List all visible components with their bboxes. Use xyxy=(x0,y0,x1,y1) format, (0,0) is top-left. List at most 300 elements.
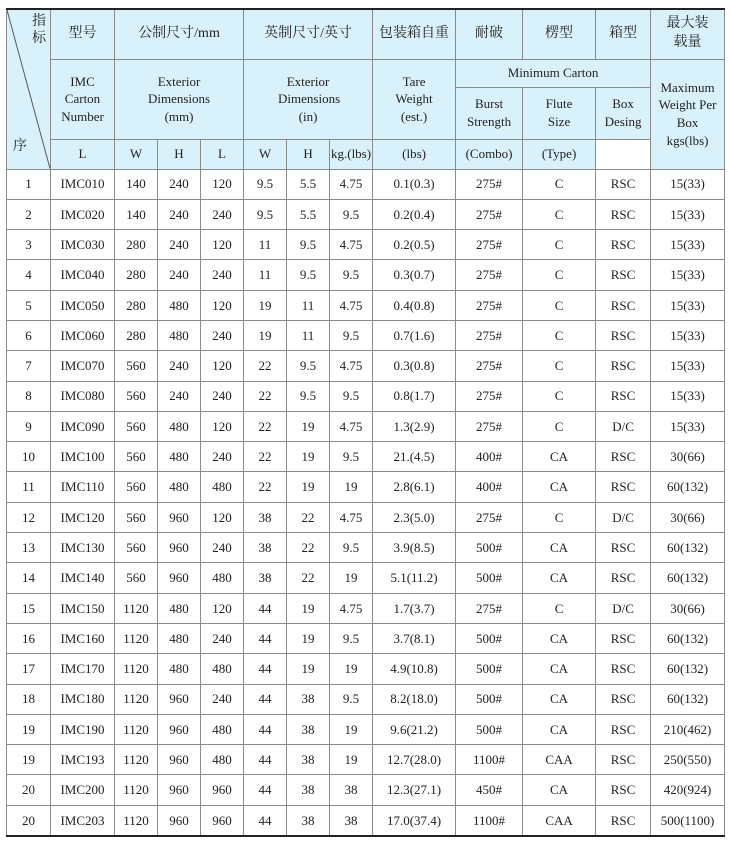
burst-strength-cell: 1100# xyxy=(456,745,523,775)
imperial-w-cell: 38 xyxy=(287,775,330,805)
metric-l-cell: 560 xyxy=(115,533,158,563)
tare-weight-cell: 17.0(37.4) xyxy=(373,805,456,836)
tare-weight-cell: 4.9(10.8) xyxy=(373,654,456,684)
imperial-w-cell: 19 xyxy=(287,442,330,472)
imperial-l-cell: 44 xyxy=(244,654,287,684)
tare-weight-cell: 5.1(11.2) xyxy=(373,563,456,593)
metric-w-cell: 480 xyxy=(158,320,201,350)
metric-l-cell: 280 xyxy=(115,320,158,350)
model-cell: IMC130 xyxy=(51,533,115,563)
imperial-w-cell: 38 xyxy=(287,714,330,744)
imperial-w-cell: 38 xyxy=(287,684,330,714)
imperial-l-cell: 22 xyxy=(244,472,287,502)
max-weight-cell: 15(33) xyxy=(651,351,725,381)
imperial-h-cell: 19 xyxy=(330,563,373,593)
burst-unit-header: (lbs) xyxy=(373,139,456,169)
table-body xyxy=(7,169,725,836)
imperial-h-cell: 9.5 xyxy=(330,320,373,350)
imperial-w-header: W xyxy=(244,139,287,169)
metric-h-cell: 240 xyxy=(201,684,244,714)
metric-l-cell: 1120 xyxy=(115,684,158,714)
metric-w-cell: 960 xyxy=(158,775,201,805)
tare-weight-cell: 0.7(1.6) xyxy=(373,320,456,350)
metric-l-cell: 1120 xyxy=(115,623,158,653)
metric-l-cell: 560 xyxy=(115,411,158,441)
seq-cell: 9 xyxy=(7,411,51,441)
model-header-en: IMC Carton Number xyxy=(51,59,115,139)
metric-h-cell: 120 xyxy=(201,169,244,199)
max-weight-cell: 60(132) xyxy=(651,654,725,684)
imperial-h-cell: 19 xyxy=(330,472,373,502)
tare-weight-cell: 2.8(6.1) xyxy=(373,472,456,502)
tare-weight-cell: 0.2(0.5) xyxy=(373,230,456,260)
box-design-cell: RSC xyxy=(596,684,651,714)
flute-size-cell: C xyxy=(523,502,596,532)
imperial-header-cn: 英制尺寸/英寸 xyxy=(244,9,373,59)
metric-h-cell: 960 xyxy=(201,805,244,836)
table-row xyxy=(7,381,725,411)
metric-h-cell: 480 xyxy=(201,654,244,684)
imperial-h-cell: 4.75 xyxy=(330,351,373,381)
metric-l-cell: 280 xyxy=(115,230,158,260)
model-cell: IMC190 xyxy=(51,714,115,744)
metric-h-cell: 480 xyxy=(201,472,244,502)
tare-unit-header: kg.(lbs) xyxy=(330,139,373,169)
metric-w-cell: 960 xyxy=(158,502,201,532)
metric-header-en: Exterior Dimensions (mm) xyxy=(115,59,244,139)
box-header-cn: 箱型 xyxy=(596,9,651,59)
imperial-l-cell: 44 xyxy=(244,593,287,623)
imperial-w-cell: 38 xyxy=(287,805,330,836)
imperial-l-cell: 11 xyxy=(244,230,287,260)
max-weight-cell: 60(132) xyxy=(651,563,725,593)
imperial-h-cell: 9.5 xyxy=(330,684,373,714)
imperial-h-header: H xyxy=(287,139,330,169)
metric-h-cell: 120 xyxy=(201,351,244,381)
table-row xyxy=(7,714,725,744)
metric-l-cell: 280 xyxy=(115,290,158,320)
tare-weight-cell: 0.1(0.3) xyxy=(373,169,456,199)
metric-h-cell: 240 xyxy=(201,260,244,290)
metric-l-cell: 1120 xyxy=(115,805,158,836)
table-row xyxy=(7,623,725,653)
imperial-l-cell: 22 xyxy=(244,351,287,381)
imperial-w-cell: 19 xyxy=(287,623,330,653)
imperial-h-cell: 9.5 xyxy=(330,533,373,563)
imperial-w-cell: 22 xyxy=(287,533,330,563)
burst-strength-cell: 500# xyxy=(456,714,523,744)
seq-cell: 12 xyxy=(7,502,51,532)
metric-h-cell: 480 xyxy=(201,563,244,593)
imperial-l-cell: 38 xyxy=(244,563,287,593)
imperial-l-cell: 44 xyxy=(244,714,287,744)
max-weight-cell: 15(33) xyxy=(651,381,725,411)
flute-size-cell: CAA xyxy=(523,745,596,775)
tare-weight-cell: 8.2(18.0) xyxy=(373,684,456,714)
seq-cell: 20 xyxy=(7,805,51,836)
metric-w-cell: 480 xyxy=(158,442,201,472)
header-row-en-1 xyxy=(7,59,725,87)
imperial-h-cell: 19 xyxy=(330,745,373,775)
seq-cell: 15 xyxy=(7,593,51,623)
metric-h-cell: 240 xyxy=(201,533,244,563)
box-design-cell: RSC xyxy=(596,714,651,744)
metric-h-cell: 240 xyxy=(201,442,244,472)
box-design-cell: RSC xyxy=(596,169,651,199)
imperial-header-en: Exterior Dimensions (in) xyxy=(244,59,373,139)
table-row xyxy=(7,502,725,532)
imperial-l-cell: 19 xyxy=(244,290,287,320)
imperial-l-cell: 11 xyxy=(244,260,287,290)
metric-w-cell: 240 xyxy=(158,199,201,229)
imperial-w-cell: 11 xyxy=(287,320,330,350)
metric-h-cell: 240 xyxy=(201,623,244,653)
metric-h-cell: 120 xyxy=(201,230,244,260)
box-design-cell: D/C xyxy=(596,593,651,623)
max-weight-cell: 60(132) xyxy=(651,472,725,502)
flute-size-cell: C xyxy=(523,411,596,441)
metric-w-cell: 960 xyxy=(158,684,201,714)
metric-l-cell: 560 xyxy=(115,442,158,472)
burst-strength-cell: 275# xyxy=(456,199,523,229)
box-design-cell: RSC xyxy=(596,472,651,502)
tare-weight-cell: 1.3(2.9) xyxy=(373,411,456,441)
metric-h-cell: 240 xyxy=(201,320,244,350)
table-row xyxy=(7,684,725,714)
metric-l-cell: 1120 xyxy=(115,775,158,805)
metric-w-cell: 960 xyxy=(158,805,201,836)
max-weight-cell: 15(33) xyxy=(651,290,725,320)
flute-size-cell: CAA xyxy=(523,805,596,836)
flute-header-en: Flute Size xyxy=(523,87,596,139)
imperial-l-cell: 44 xyxy=(244,623,287,653)
metric-h-header: H xyxy=(158,139,201,169)
metric-w-cell: 960 xyxy=(158,563,201,593)
max-weight-cell: 15(33) xyxy=(651,411,725,441)
metric-l-cell: 560 xyxy=(115,472,158,502)
metric-w-cell: 480 xyxy=(158,472,201,502)
flute-size-cell: CA xyxy=(523,684,596,714)
box-design-cell: RSC xyxy=(596,775,651,805)
max-weight-cell: 30(66) xyxy=(651,593,725,623)
burst-strength-cell: 500# xyxy=(456,684,523,714)
seq-cell: 19 xyxy=(7,745,51,775)
burst-strength-cell: 275# xyxy=(456,169,523,199)
flute-size-cell: CA xyxy=(523,714,596,744)
imperial-l-cell: 9.5 xyxy=(244,169,287,199)
imperial-h-cell: 4.75 xyxy=(330,593,373,623)
max-weight-cell: 250(550) xyxy=(651,745,725,775)
flute-size-cell: C xyxy=(523,320,596,350)
seq-cell: 2 xyxy=(7,199,51,229)
flute-unit-header: (Combo) xyxy=(456,139,523,169)
imperial-l-cell: 22 xyxy=(244,381,287,411)
max-weight-cell: 30(66) xyxy=(651,442,725,472)
metric-w-header: W xyxy=(115,139,158,169)
seq-cell: 10 xyxy=(7,442,51,472)
box-header-en: Box Desing xyxy=(596,87,651,139)
seq-cell: 16 xyxy=(7,623,51,653)
imperial-l-cell: 19 xyxy=(244,320,287,350)
flute-size-cell: CA xyxy=(523,563,596,593)
seq-cell: 11 xyxy=(7,472,51,502)
model-cell: IMC160 xyxy=(51,623,115,653)
imperial-h-cell: 4.75 xyxy=(330,502,373,532)
box-design-cell: RSC xyxy=(596,260,651,290)
model-cell: IMC180 xyxy=(51,684,115,714)
metric-l-cell: 140 xyxy=(115,199,158,229)
imperial-w-cell: 9.5 xyxy=(287,351,330,381)
table-row xyxy=(7,411,725,441)
metric-header-cn: 公制尺寸/mm xyxy=(115,9,244,59)
min-carton-header: Minimum Carton xyxy=(456,59,651,87)
corner-bottom-label: 序 xyxy=(13,138,27,154)
imperial-l-cell: 44 xyxy=(244,775,287,805)
seq-cell: 3 xyxy=(7,230,51,260)
imperial-h-cell: 19 xyxy=(330,714,373,744)
imperial-w-cell: 19 xyxy=(287,654,330,684)
imperial-l-cell: 38 xyxy=(244,533,287,563)
metric-w-cell: 480 xyxy=(158,290,201,320)
seq-cell: 18 xyxy=(7,684,51,714)
metric-l-cell: 560 xyxy=(115,381,158,411)
seq-cell: 19 xyxy=(7,714,51,744)
flute-size-cell: C xyxy=(523,260,596,290)
burst-strength-cell: 400# xyxy=(456,472,523,502)
table-row xyxy=(7,442,725,472)
model-cell: IMC010 xyxy=(51,169,115,199)
metric-w-cell: 960 xyxy=(158,714,201,744)
imperial-w-cell: 19 xyxy=(287,411,330,441)
imperial-w-cell: 9.5 xyxy=(287,230,330,260)
imperial-l-header: L xyxy=(201,139,244,169)
imperial-l-cell: 44 xyxy=(244,805,287,836)
model-cell: IMC090 xyxy=(51,411,115,441)
model-cell: IMC140 xyxy=(51,563,115,593)
model-cell: IMC030 xyxy=(51,230,115,260)
max-weight-cell: 15(33) xyxy=(651,230,725,260)
burst-strength-cell: 500# xyxy=(456,623,523,653)
imperial-h-cell: 4.75 xyxy=(330,290,373,320)
max-weight-cell: 60(132) xyxy=(651,684,725,714)
table-row xyxy=(7,805,725,836)
metric-h-cell: 120 xyxy=(201,593,244,623)
box-design-cell: RSC xyxy=(596,230,651,260)
box-design-cell: RSC xyxy=(596,805,651,836)
table-row xyxy=(7,533,725,563)
tare-weight-cell: 12.3(27.1) xyxy=(373,775,456,805)
imperial-l-cell: 22 xyxy=(244,411,287,441)
seq-cell: 7 xyxy=(7,351,51,381)
tare-weight-cell: 1.7(3.7) xyxy=(373,593,456,623)
tare-weight-cell: 3.7(8.1) xyxy=(373,623,456,653)
max-weight-cell: 30(66) xyxy=(651,502,725,532)
seq-cell: 14 xyxy=(7,563,51,593)
flute-size-cell: C xyxy=(523,230,596,260)
metric-w-cell: 240 xyxy=(158,169,201,199)
burst-strength-cell: 1100# xyxy=(456,805,523,836)
flute-size-cell: CA xyxy=(523,654,596,684)
burst-strength-cell: 450# xyxy=(456,775,523,805)
max-weight-cell: 500(1100) xyxy=(651,805,725,836)
table-row xyxy=(7,199,725,229)
metric-l-cell: 560 xyxy=(115,351,158,381)
imperial-h-cell: 38 xyxy=(330,775,373,805)
tare-weight-cell: 0.4(0.8) xyxy=(373,290,456,320)
tare-weight-cell: 0.8(1.7) xyxy=(373,381,456,411)
model-cell: IMC080 xyxy=(51,381,115,411)
imperial-w-cell: 9.5 xyxy=(287,260,330,290)
table-row xyxy=(7,169,725,199)
metric-l-cell: 560 xyxy=(115,563,158,593)
table-row xyxy=(7,775,725,805)
model-cell: IMC150 xyxy=(51,593,115,623)
max-weight-cell: 210(462) xyxy=(651,714,725,744)
imperial-h-cell: 9.5 xyxy=(330,442,373,472)
flute-size-cell: C xyxy=(523,169,596,199)
flute-size-cell: CA xyxy=(523,775,596,805)
model-cell: IMC193 xyxy=(51,745,115,775)
burst-strength-cell: 275# xyxy=(456,411,523,441)
imperial-w-cell: 38 xyxy=(287,745,330,775)
maxw-header-cn: 最大装载量 xyxy=(651,9,725,59)
burst-strength-cell: 500# xyxy=(456,533,523,563)
box-design-cell: RSC xyxy=(596,351,651,381)
burst-strength-cell: 500# xyxy=(456,654,523,684)
box-design-cell: RSC xyxy=(596,533,651,563)
tare-header-en: Tare Weight (est.) xyxy=(373,59,456,139)
model-cell: IMC020 xyxy=(51,199,115,229)
metric-l-cell: 1120 xyxy=(115,654,158,684)
max-weight-cell: 60(132) xyxy=(651,623,725,653)
metric-h-cell: 120 xyxy=(201,411,244,441)
burst-strength-cell: 275# xyxy=(456,320,523,350)
seq-cell: 4 xyxy=(7,260,51,290)
imperial-l-cell: 38 xyxy=(244,502,287,532)
imperial-l-cell: 22 xyxy=(244,442,287,472)
corner-top-label: 指标 xyxy=(32,14,46,46)
max-weight-cell: 15(33) xyxy=(651,260,725,290)
imperial-w-cell: 11 xyxy=(287,290,330,320)
tare-weight-cell: 9.6(21.2) xyxy=(373,714,456,744)
seq-cell: 1 xyxy=(7,169,51,199)
imperial-h-cell: 38 xyxy=(330,805,373,836)
model-cell: IMC170 xyxy=(51,654,115,684)
seq-cell: 17 xyxy=(7,654,51,684)
model-header-cn: 型号 xyxy=(51,9,115,59)
imperial-w-cell: 19 xyxy=(287,593,330,623)
metric-w-cell: 960 xyxy=(158,745,201,775)
box-design-cell: RSC xyxy=(596,381,651,411)
max-weight-cell: 15(33) xyxy=(651,199,725,229)
burst-strength-cell: 400# xyxy=(456,442,523,472)
metric-h-cell: 240 xyxy=(201,199,244,229)
imperial-l-cell: 44 xyxy=(244,745,287,775)
box-design-cell: RSC xyxy=(596,290,651,320)
flute-header-cn: 楞型 xyxy=(523,9,596,59)
burst-strength-cell: 275# xyxy=(456,230,523,260)
metric-h-cell: 120 xyxy=(201,290,244,320)
table-row xyxy=(7,745,725,775)
model-cell: IMC110 xyxy=(51,472,115,502)
model-cell: IMC200 xyxy=(51,775,115,805)
header-row-cn xyxy=(7,9,725,59)
table-row xyxy=(7,563,725,593)
box-design-cell: D/C xyxy=(596,502,651,532)
metric-h-cell: 480 xyxy=(201,745,244,775)
flute-size-cell: C xyxy=(523,199,596,229)
table-row xyxy=(7,260,725,290)
imperial-h-cell: 9.5 xyxy=(330,381,373,411)
tare-weight-cell: 21.(4.5) xyxy=(373,442,456,472)
metric-w-cell: 240 xyxy=(158,351,201,381)
flute-size-cell: CA xyxy=(523,623,596,653)
table-row xyxy=(7,472,725,502)
tare-header-cn: 包装箱自重 xyxy=(373,9,456,59)
max-weight-cell: 60(132) xyxy=(651,533,725,563)
burst-strength-cell: 275# xyxy=(456,593,523,623)
flute-size-cell: CA xyxy=(523,472,596,502)
imperial-h-cell: 4.75 xyxy=(330,230,373,260)
burst-header-en: Burst Strength xyxy=(456,87,523,139)
imperial-w-cell: 5.5 xyxy=(287,169,330,199)
burst-strength-cell: 275# xyxy=(456,351,523,381)
max-weight-cell: 420(924) xyxy=(651,775,725,805)
box-design-cell: RSC xyxy=(596,745,651,775)
model-cell: IMC120 xyxy=(51,502,115,532)
table-row xyxy=(7,230,725,260)
box-design-cell: RSC xyxy=(596,563,651,593)
metric-l-cell: 560 xyxy=(115,502,158,532)
model-cell: IMC100 xyxy=(51,442,115,472)
metric-w-cell: 480 xyxy=(158,623,201,653)
max-weight-cell: 15(33) xyxy=(651,320,725,350)
burst-strength-cell: 275# xyxy=(456,260,523,290)
model-cell: IMC203 xyxy=(51,805,115,836)
table-row xyxy=(7,593,725,623)
imperial-h-cell: 9.5 xyxy=(330,199,373,229)
seq-cell: 6 xyxy=(7,320,51,350)
metric-w-cell: 240 xyxy=(158,381,201,411)
tare-weight-cell: 0.3(0.8) xyxy=(373,351,456,381)
flute-size-cell: C xyxy=(523,351,596,381)
imperial-h-cell: 4.75 xyxy=(330,169,373,199)
flute-size-cell: CA xyxy=(523,533,596,563)
burst-strength-cell: 275# xyxy=(456,502,523,532)
flute-size-cell: C xyxy=(523,381,596,411)
maxw-header-en: Maximum Weight Per Box kgs(lbs) xyxy=(651,59,725,169)
model-cell: IMC040 xyxy=(51,260,115,290)
max-weight-cell: 15(33) xyxy=(651,169,725,199)
box-design-cell: RSC xyxy=(596,442,651,472)
metric-h-cell: 480 xyxy=(201,714,244,744)
model-cell: IMC060 xyxy=(51,320,115,350)
imperial-h-cell: 19 xyxy=(330,654,373,684)
carton-spec-table xyxy=(6,8,725,837)
metric-h-cell: 240 xyxy=(201,381,244,411)
imperial-h-cell: 4.75 xyxy=(330,411,373,441)
corner-cell xyxy=(7,9,51,169)
tare-weight-cell: 0.2(0.4) xyxy=(373,199,456,229)
metric-w-cell: 960 xyxy=(158,533,201,563)
imperial-w-cell: 19 xyxy=(287,472,330,502)
box-unit-header: (Type) xyxy=(523,139,596,169)
flute-size-cell: CA xyxy=(523,442,596,472)
metric-l-cell: 140 xyxy=(115,169,158,199)
imperial-l-cell: 9.5 xyxy=(244,199,287,229)
model-cell: IMC070 xyxy=(51,351,115,381)
tare-weight-cell: 12.7(28.0) xyxy=(373,745,456,775)
